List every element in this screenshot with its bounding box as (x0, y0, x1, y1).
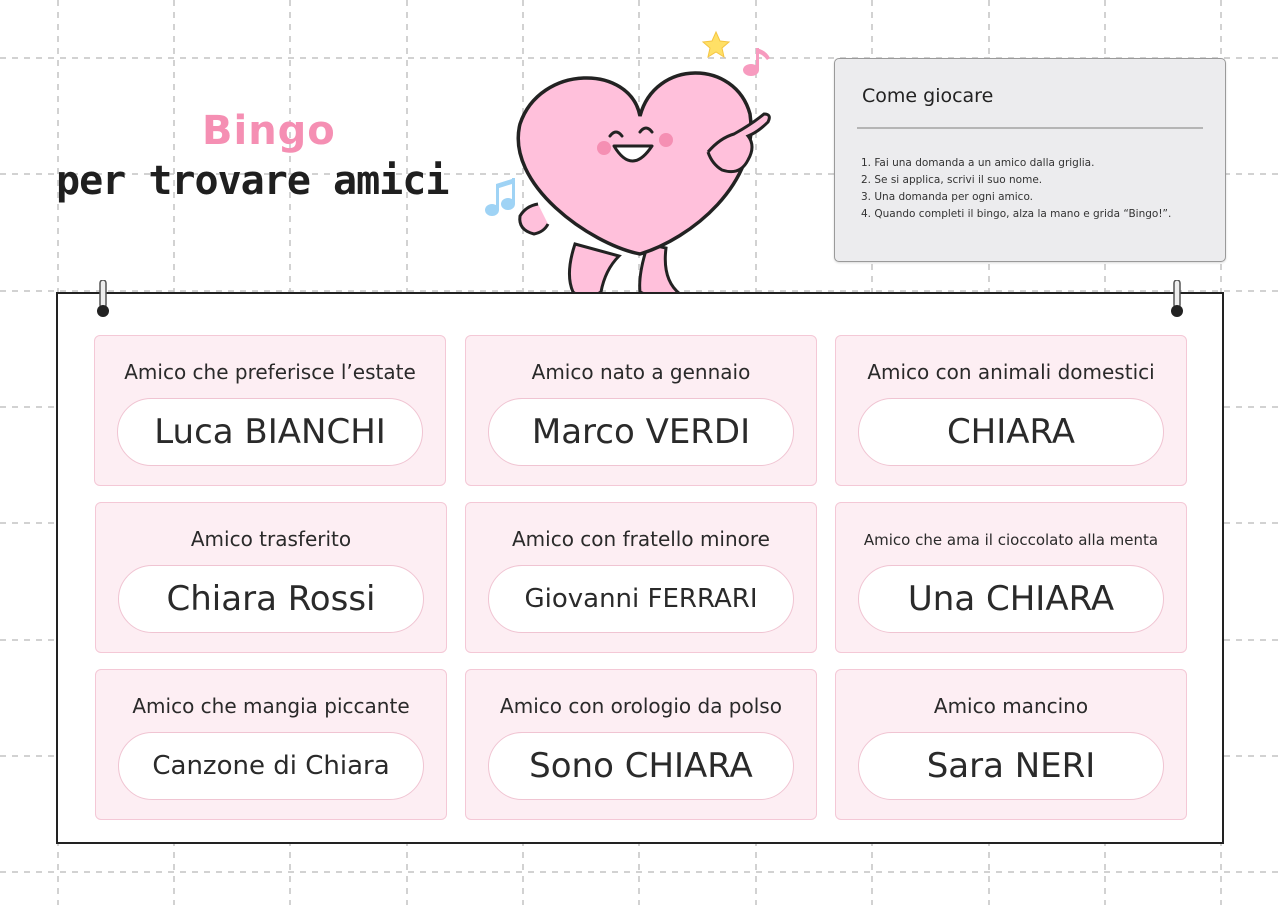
cell-question: Amico con fratello minore (512, 527, 770, 551)
cell-question: Amico mancino (933, 694, 1089, 718)
step-item: 3. Una domanda per ogni amico. (861, 191, 1034, 203)
cell-answer[interactable]: Una CHIARA (858, 565, 1164, 633)
bingo-cell[interactable] (95, 669, 447, 820)
heart-mascot-icon (480, 24, 800, 304)
cell-question: Amico con animali domestici (867, 360, 1155, 384)
cell-question: Amico che preferisce l’estate (124, 360, 416, 384)
cell-answer[interactable]: CHIARA (858, 398, 1164, 466)
cell-question: Amico trasferito (190, 527, 352, 551)
cell-answer[interactable]: Giovanni FERRARI (488, 565, 794, 633)
bingo-cell[interactable] (465, 669, 817, 820)
cell-answer[interactable]: Luca BIANCHI (117, 398, 423, 466)
step-item: 2. Se si applica, scrivi il suo nome. (861, 174, 1043, 186)
cell-answer[interactable]: Marco VERDI (488, 398, 794, 466)
bingo-cell[interactable] (465, 335, 817, 486)
cell-question: Amico nato a gennaio (531, 360, 751, 384)
music-note-icon (485, 178, 515, 216)
cell-answer[interactable]: Canzone di Chiara (118, 732, 424, 800)
bingo-cell[interactable] (465, 502, 817, 653)
binder-pin-icon (96, 280, 110, 320)
cell-question: Amico che mangia piccante (132, 694, 410, 718)
bingo-cell[interactable] (95, 502, 447, 653)
title-main: per trovare amici (56, 158, 449, 204)
title-bingo: Bingo (202, 108, 336, 154)
step-item: 1. Fai una domanda a un amico dalla griglia. (861, 157, 1095, 169)
divider (857, 127, 1203, 129)
step-item: 4. Quando completi il bingo, alza la mano e grida “Bingo!”. (861, 208, 1172, 220)
cell-answer[interactable]: Chiara Rossi (118, 565, 424, 633)
how-to-play-panel (834, 58, 1226, 262)
cell-answer[interactable]: Sono CHIARA (488, 732, 794, 800)
how-to-play-steps (861, 155, 1171, 223)
bingo-cell[interactable] (835, 335, 1187, 486)
bingo-board (56, 292, 1224, 844)
how-to-play-title: Come giocare (862, 85, 994, 107)
cell-question: Amico che ama il cioccolato alla menta (863, 531, 1159, 549)
cell-answer[interactable]: Sara NERI (858, 732, 1164, 800)
music-note-icon (743, 48, 770, 76)
binder-pin-icon (1170, 280, 1184, 320)
bingo-cell[interactable] (94, 335, 446, 486)
star-icon (703, 32, 729, 57)
cell-question: Amico con orologio da polso (500, 694, 782, 718)
bingo-cell[interactable] (835, 669, 1187, 820)
bingo-cell[interactable] (835, 502, 1187, 653)
